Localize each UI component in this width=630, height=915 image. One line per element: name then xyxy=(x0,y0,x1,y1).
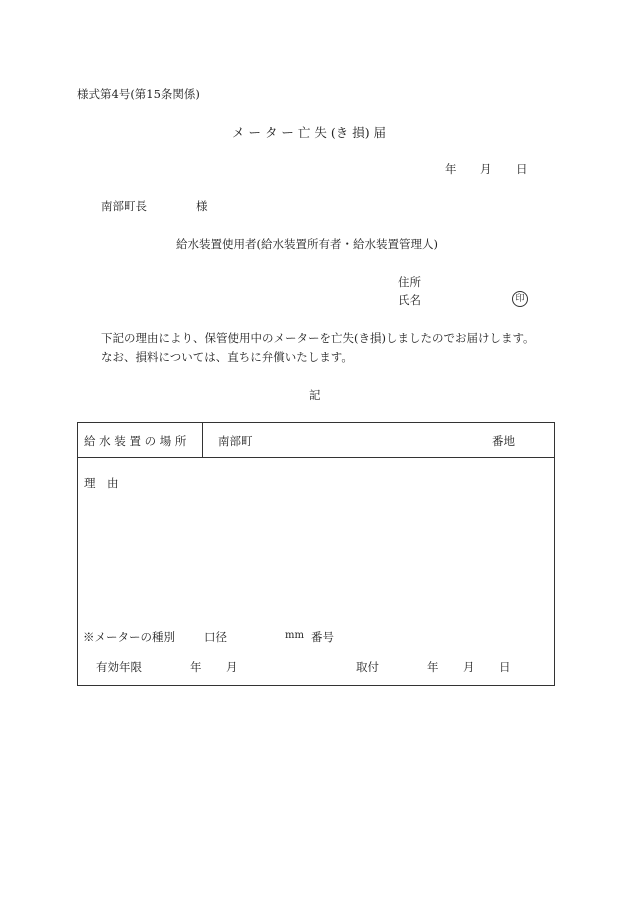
location-banchi: 番地 xyxy=(492,434,515,448)
location-row xyxy=(78,423,554,458)
install-year: 年 xyxy=(427,660,439,674)
applicant-caption: 給水装置使用者(給水装置所有者・給水装置管理人) xyxy=(176,237,438,251)
meter-number-label: 番号 xyxy=(311,630,334,644)
form-number: 様式第4号(第15条関係) xyxy=(77,87,200,101)
install-day: 日 xyxy=(499,660,511,674)
date-year-label: 年 xyxy=(445,162,457,176)
date-month-label: 月 xyxy=(480,162,492,176)
meter-type-label: ※メーターの種別 xyxy=(83,630,175,644)
install-month: 月 xyxy=(463,660,475,674)
form-title: メ ー タ ー 亡 失 (き 損) 届 xyxy=(232,125,387,140)
reason-label: 理 由 xyxy=(84,476,119,490)
expiry-label: 有効年限 xyxy=(96,660,142,674)
expiry-month: 月 xyxy=(226,660,238,674)
ki-heading: 記 xyxy=(309,388,321,402)
caliber-label: 口径 xyxy=(204,630,227,644)
body-line-1: 下記の理由により、保管使用中のメーターを亡失(き損)しましたのでお届けします。 xyxy=(101,331,535,345)
date-day-label: 日 xyxy=(516,162,528,176)
body-line-2: なお、損料については、直ちに弁償いたします。 xyxy=(101,350,353,364)
addressee-honorific: 様 xyxy=(196,199,208,213)
addressee-name: 南部町長 xyxy=(101,199,147,213)
expiry-year: 年 xyxy=(190,660,202,674)
seal-mark: 印 xyxy=(512,291,528,307)
form-table xyxy=(77,422,555,686)
install-label: 取付 xyxy=(356,660,379,674)
name-label: 氏名 xyxy=(398,293,421,307)
location-divider xyxy=(202,423,203,458)
location-town: 南部町 xyxy=(218,434,253,448)
address-label: 住所 xyxy=(398,275,421,289)
location-label: 給 水 装 置 の 場 所 xyxy=(84,434,187,448)
mm-unit: mm xyxy=(285,630,304,641)
